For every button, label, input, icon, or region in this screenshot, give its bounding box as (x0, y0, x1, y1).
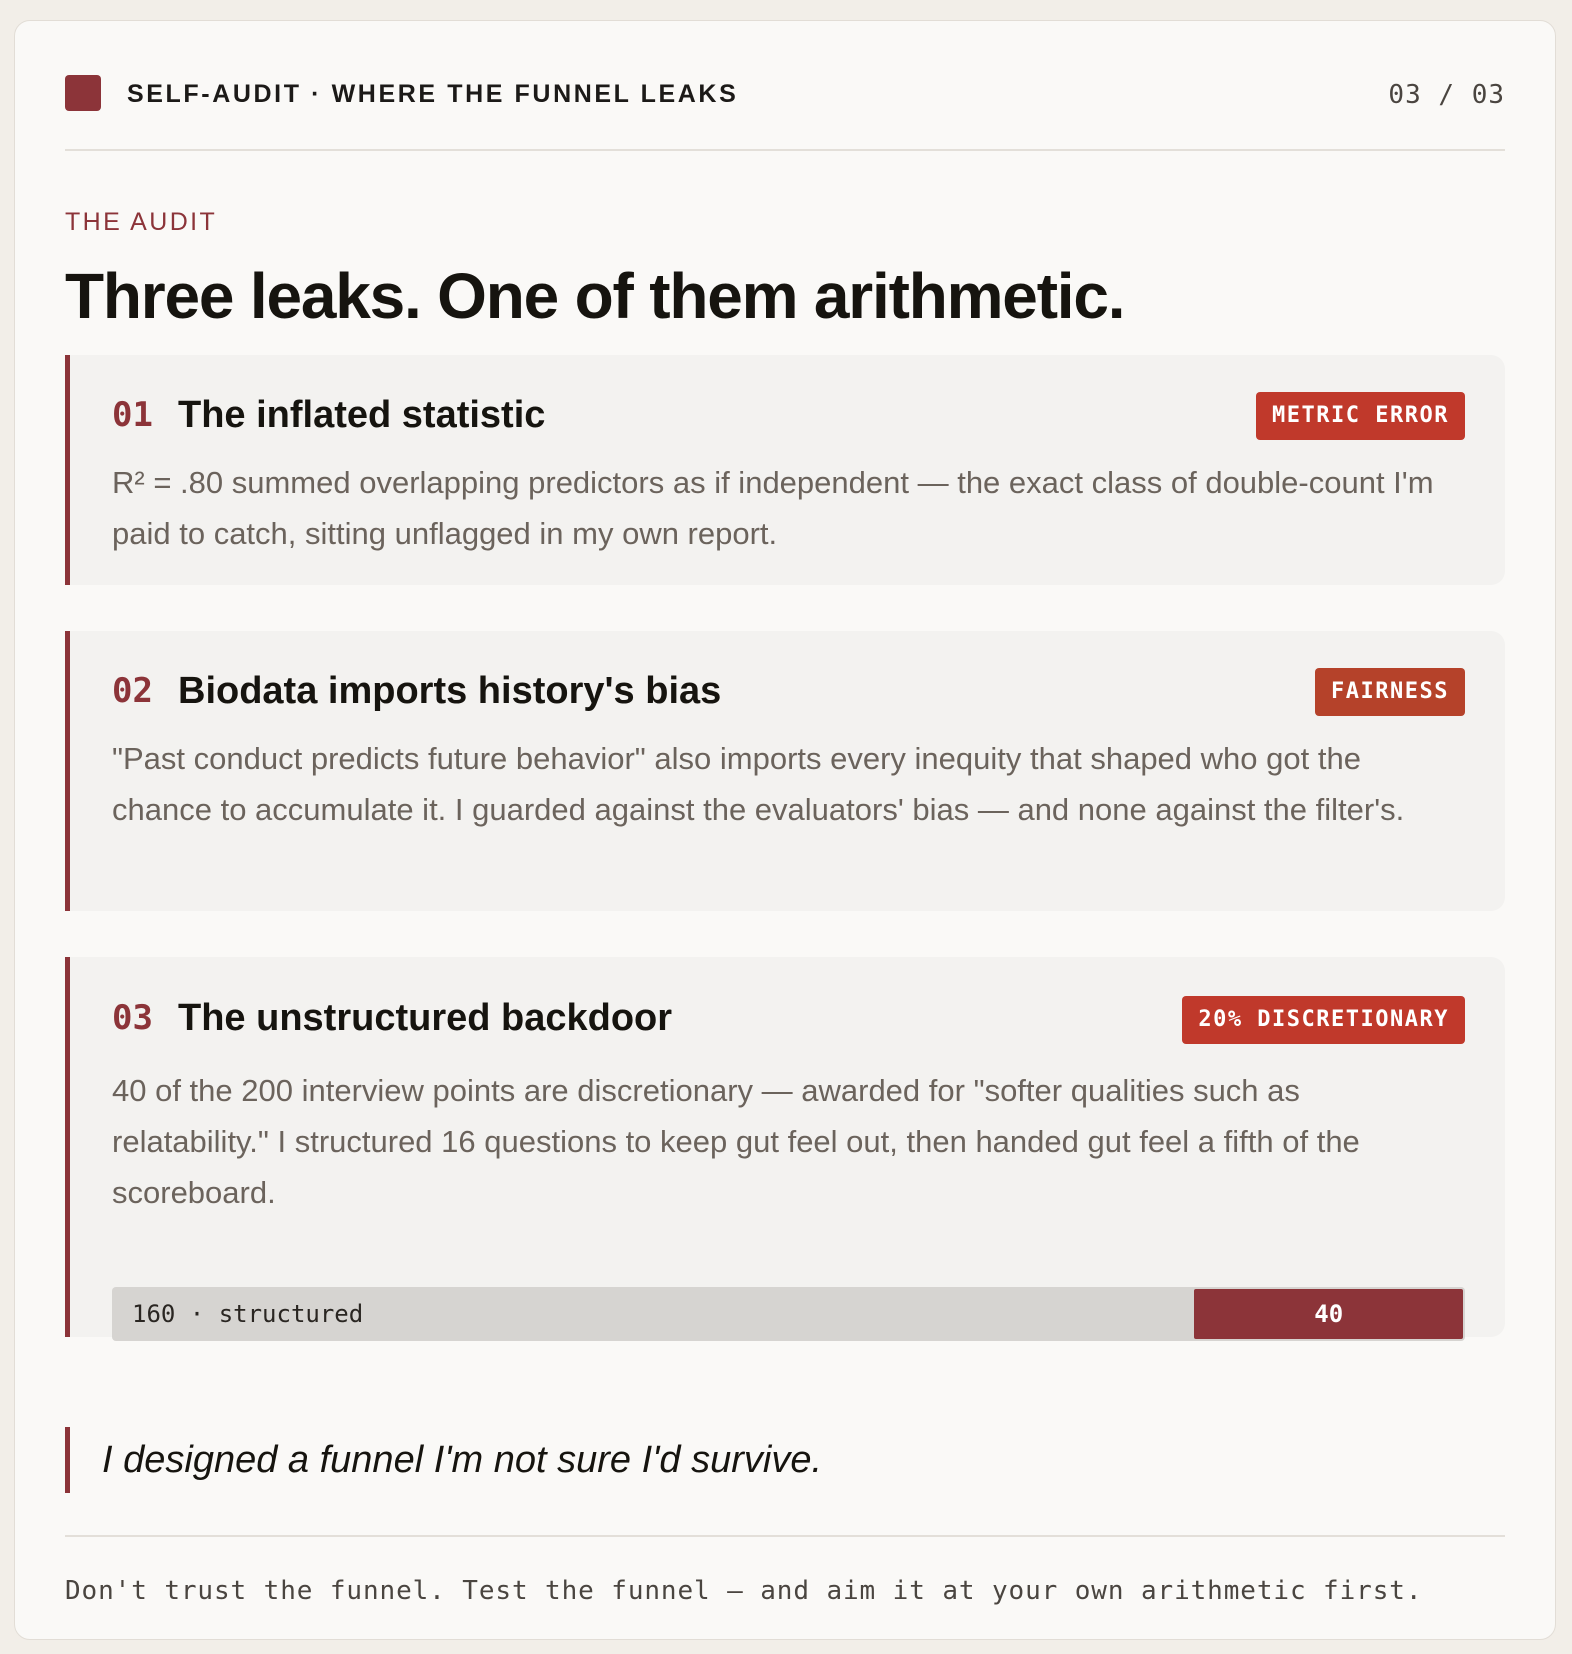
structured-points-label: 160 · structured (132, 1300, 364, 1328)
leak-title: The unstructured backdoor (178, 997, 673, 1039)
footer-takeaway: Don't trust the funnel. Test the funnel — and aim it at your own arithmetic first. (65, 1576, 1423, 1606)
discretionary-badge: 20% DISCRETIONARY (1182, 996, 1465, 1044)
slide-content (65, 21, 1505, 1639)
leak-title: The inflated statistic (178, 394, 546, 436)
eyebrow-label: THE AUDIT (65, 208, 218, 236)
leak-number: 01 (112, 395, 153, 435)
page-counter: 03 / 03 (1388, 80, 1505, 110)
footer-divider (65, 1535, 1505, 1537)
leak-card-03 (65, 957, 1505, 1337)
top-bar (65, 75, 1505, 115)
leak-number: 02 (112, 671, 153, 711)
discretionary-points-label: 40 (1314, 1300, 1344, 1328)
leak-number: 03 (112, 998, 153, 1038)
brand-square-icon (65, 75, 101, 111)
fairness-badge: FAIRNESS (1315, 668, 1465, 716)
leak-description: R² = .80 summed overlapping predictors as if independent — the exact class of double-count I'm paid to catch, sitting unflagged in my own report. (112, 465, 1434, 551)
slide-card (14, 20, 1556, 1640)
page-title: Three leaks. One of them arithmetic. (65, 260, 1125, 332)
discretionary-points-segment (1194, 1289, 1463, 1339)
leak-description: "Past conduct predicts future behavior" also imports every inequity that shaped who got the chance to accumulate it. I guarded against the evaluators' bias — and none against the filter's. (112, 741, 1405, 827)
pull-quote: I designed a funnel I'm not sure I'd survive. (65, 1427, 822, 1493)
leak-description: 40 of the 200 interview points are discretionary — awarded for "softer qualities such as relatability." I structured 16 questions to keep gut feel out, then handed gut feel a fifth of the scoreboard. (112, 1073, 1360, 1210)
metric-error-badge: METRIC ERROR (1256, 392, 1465, 440)
leak-card-01 (65, 355, 1505, 585)
leak-title: Biodata imports history's bias (178, 670, 722, 712)
points-split-bar (112, 1287, 1465, 1341)
leak-card-02 (65, 631, 1505, 911)
section-kicker: SELF-AUDIT · WHERE THE FUNNEL LEAKS (127, 80, 739, 108)
header-divider (65, 149, 1505, 151)
